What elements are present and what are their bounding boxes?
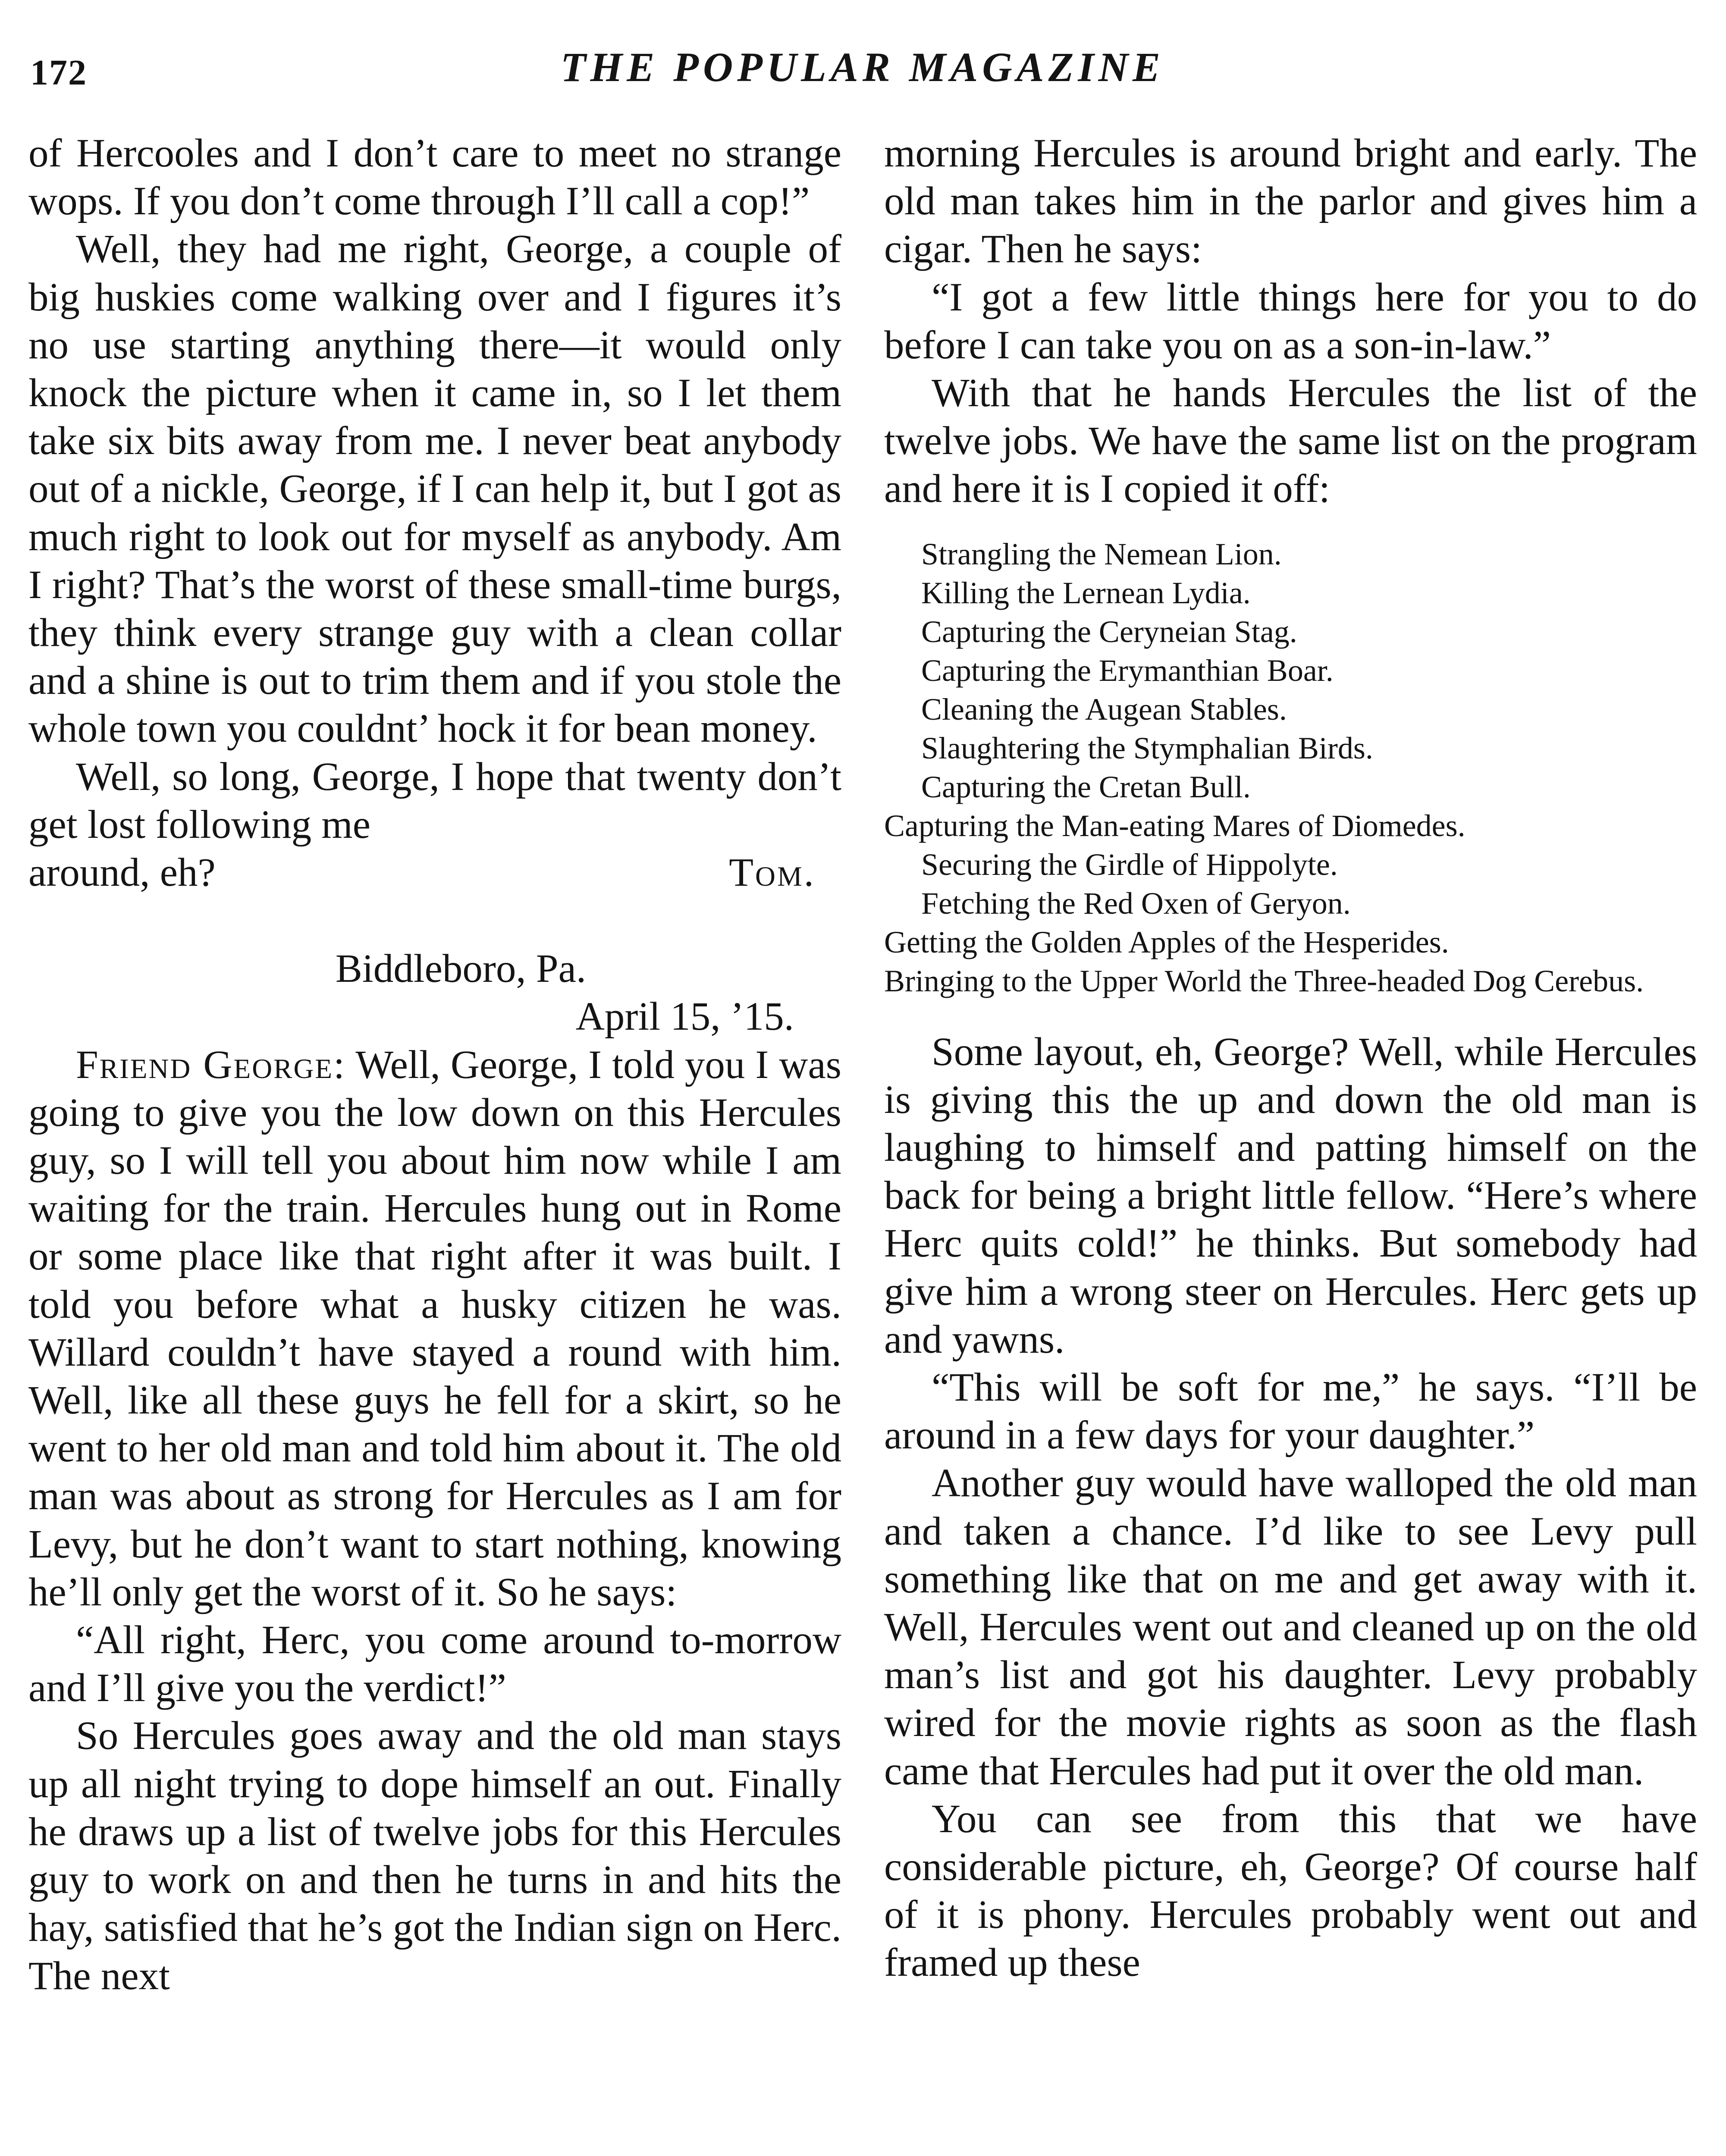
letter-date: April 15, ’15. (575, 994, 794, 1039)
paragraph: Well, so long, George, I hope that twenty don’t get lost following me (28, 754, 841, 847)
paragraph: morning Hercules is around bright and early. The old man takes him in the parlor and gives him a cigar. Then he says: (884, 131, 1697, 272)
labors-list (884, 535, 1697, 1000)
page-header (26, 43, 1699, 91)
list-item: Securing the Girdle of Hippolyte. (921, 847, 1338, 882)
list-item: Capturing the Cretan Bull. (921, 769, 1251, 804)
paragraph: Well, they had me right, George, a couple of big huskies come walking over and I figures it’s no use starting anything there—it would only knock the picture when it came in, so I let them take six bits away from me. I never beat anybody out of a nickle, George, if I can help it, but I got as much right to look out for myself as anybody. Am I right? That’s the worst of these small-time burgs, they think every strange guy with a clean collar and a shine is out to trim them and if you stole the whole town you couldnt’ hock it for bean money. (28, 227, 841, 751)
paragraph (28, 1041, 841, 1616)
list-item: Capturing the Ceryneian Stag. (921, 614, 1297, 649)
page-number: 172 (30, 53, 87, 93)
paragraph: Some layout, eh, George? Well, while Hercules is giving this the up and down the old man is laughing to himself and patting himself on the back for being a bright little fellow. “Here’s where Herc quits cold!” he thinks. But somebody had give him a wrong steer on Hercules. Herc gets up and yawns. (884, 1029, 1697, 1362)
list-item: Slaughtering the Stymphalian Birds. (921, 730, 1373, 765)
paragraph: “All right, Herc, you come around to-morrow and I’ll give you the verdict!” (28, 1618, 841, 1711)
list-item: Fetching the Red Oxen of Geryon. (921, 886, 1351, 921)
list-item: Killing the Lernean Lydia. (921, 575, 1251, 610)
paragraph: So Hercules goes away and the old man stays up all night trying to dope himself an out. Finally he draws up a list of twelve jobs for this Hercules guy to work on and then he turns in and hits the hay, satisfied that he’s got the Indian sign on Herc. The next (28, 1714, 841, 1998)
paragraph: Another guy would have walloped the old man and taken a chance. I’d like to see Levy pull something like that on me and get away with it. Well, Hercules went out and cleaned up on the old man’s list and got his daughter. Levy probably wired for the movie rights as soon as the flash came that Hercules had put it over the old man. (884, 1461, 1697, 1793)
signature: Tom. (729, 850, 816, 895)
left-column (28, 129, 841, 2000)
list-item: Cleaning the Augean Stables. (921, 692, 1287, 727)
list-item: Capturing the Erymanthian Boar. (921, 653, 1334, 688)
paragraph-text: Well, George, I told you I was going to give you the low down on this Hercules guy, so I will tell you about him now while I am waiting for the train. Hercules hung out in Rome or some place like that right after it was built. I told you before what a husky citizen he was. Willard couldn’t have stayed a round with him. Well, like all these guys he fell for a skirt, so he went to her old man and told him about it. The old man was about as strong for Hercules as I am for Levy, but he don’t want to start nothing, knowing he’ll only get the worst of it. So he says: (28, 1042, 841, 1614)
paragraph: of Hercooles and I don’t care to meet no strange wops. If you don’t come through I’ll call a cop!” (28, 131, 841, 224)
paragraph: “This will be soft for me,” he says. “I’ll be around in a few days for your daughter.” (884, 1365, 1697, 1458)
salutation: Friend George: (76, 1042, 346, 1087)
letter-place: Biddleboro, Pa. (335, 946, 587, 991)
list-item: Getting the Golden Apples of the Hesperides. (884, 924, 1449, 959)
paragraph: You can see from this that we have considerable picture, eh, George? Of course half of it is phony. Hercules probably went out and framed up these (884, 1796, 1697, 1985)
list-item: Capturing the Man-eating Mares of Diomedes. (884, 808, 1466, 843)
paragraph: With that he hands Hercules the list of the twelve jobs. We have the same list on the program and here it is I copied it off: (884, 371, 1697, 511)
right-column (884, 129, 1697, 1987)
list-item: Bringing to the Upper World the Three-headed Dog Cerebus. (884, 963, 1644, 998)
signature-line (28, 849, 841, 896)
magazine-title: THE POPULAR MAGAZINE (560, 44, 1165, 90)
paragraph-tail: around, eh? (28, 850, 216, 895)
paragraph: “I got a few little things here for you to do before I can take you on as a son-in-law.” (884, 275, 1697, 367)
list-item: Strangling the Nemean Lion. (921, 536, 1282, 571)
